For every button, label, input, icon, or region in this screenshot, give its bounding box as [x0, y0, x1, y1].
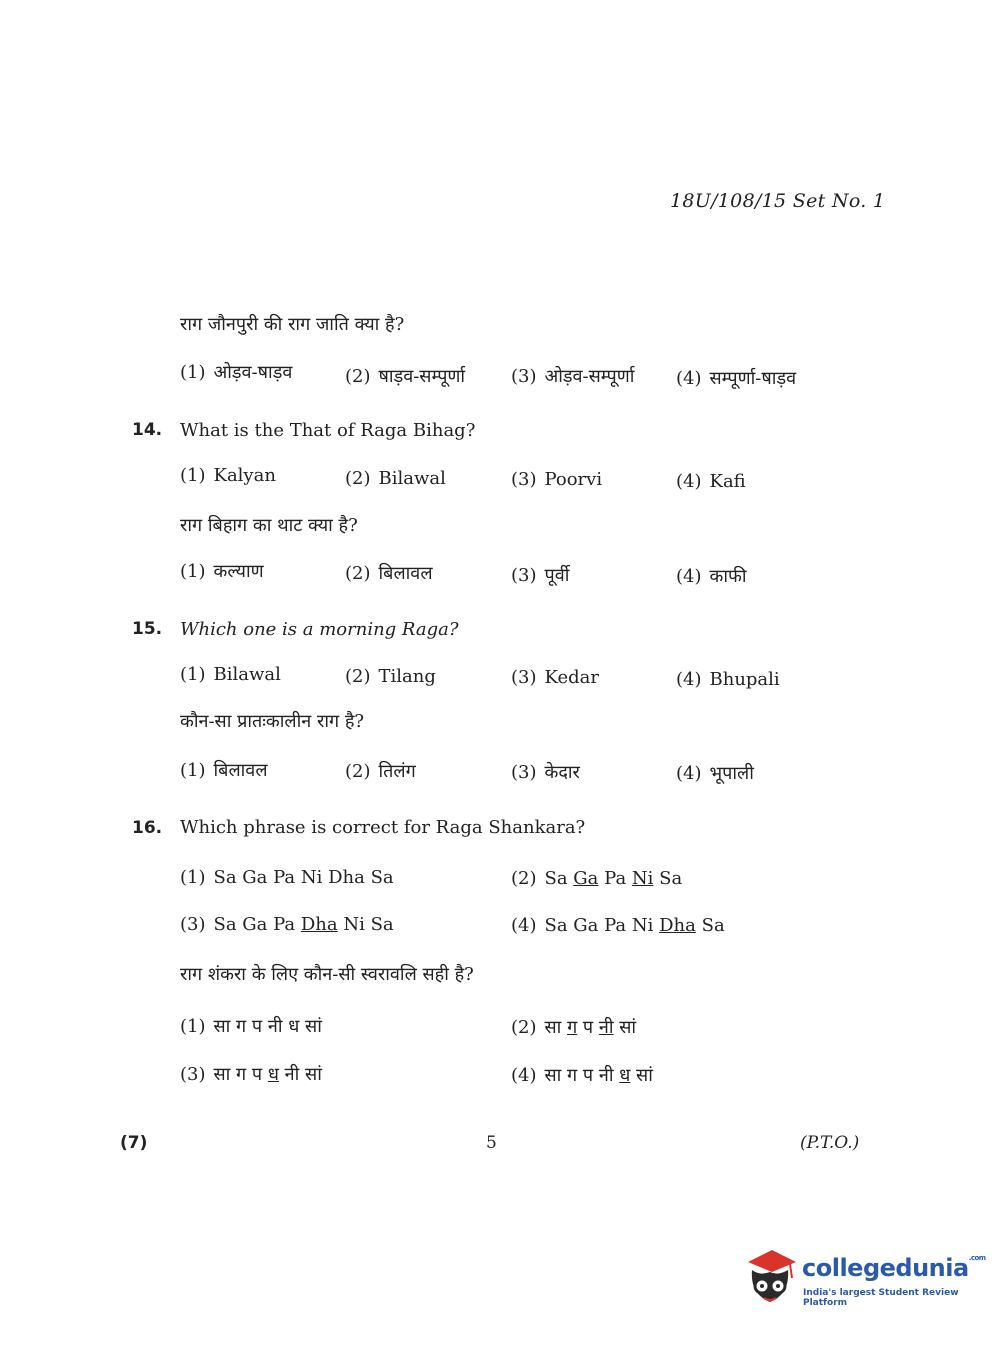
- collegedunia-logo: [742, 1248, 986, 1320]
- q15-option-1: (1) Bilawal: [180, 664, 281, 685]
- q15-question: Which one is a morning Raga?: [180, 619, 459, 640]
- q14-hindi-option-4: (4) काफी: [676, 566, 747, 587]
- q15-option-3: (3) Kedar: [511, 667, 599, 688]
- mascot-icon: [742, 1248, 798, 1310]
- q15-hindi-option-3: (3) केदार: [511, 762, 580, 783]
- q13-hindi-option-3: (3) ओड़व-सम्पूर्णा: [511, 366, 635, 387]
- q14-number: 14.: [132, 420, 163, 440]
- q16-option-3: (3) Sa Ga Pa Dha Ni Sa: [180, 914, 394, 935]
- logo-tagline: India's largest Student Review Platform: [803, 1288, 959, 1308]
- q13-hindi-option-4: (4) सम्पूर्णा-षाड़व: [676, 368, 797, 389]
- q13-hindi-question: राग जौनपुरी की राग जाति क्या है?: [180, 314, 405, 335]
- q16-question: Which phrase is correct for Raga Shankara?: [180, 817, 586, 838]
- q15-hindi-question: कौन-सा प्रातःकालीन राग है?: [180, 711, 365, 732]
- q13-hindi-option-2: (2) षाड़व-सम्पूर्णा: [345, 366, 466, 387]
- q13-hindi-option-1: (1) ओड़व-षाड़व: [180, 362, 293, 383]
- q16-hindi-question: राग शंकरा के लिए कौन-सी स्वरावलि सही है?: [180, 964, 474, 985]
- pto-label: (P.T.O.): [800, 1133, 860, 1153]
- q14-hindi-option-1: (1) कल्याण: [180, 561, 264, 582]
- footer-code: (7): [120, 1133, 148, 1153]
- q14-hindi-question: राग बिहाग का थाट क्या है?: [180, 515, 358, 536]
- q14-option-1: (1) Kalyan: [180, 465, 276, 486]
- q16-option-4: (4) Sa Ga Pa Ni Dha Sa: [511, 915, 725, 936]
- q14-hindi-option-3: (3) पूर्वी: [511, 565, 570, 586]
- q15-number: 15.: [132, 619, 163, 639]
- q16-hindi-option-1: (1) सा ग प नी ध सां: [180, 1016, 322, 1037]
- q15-hindi-option-1: (1) बिलावल: [180, 760, 268, 781]
- q15-option-2: (2) Tilang: [345, 666, 436, 687]
- q15-option-4: (4) Bhupali: [676, 669, 780, 690]
- page-number: 5: [486, 1133, 497, 1153]
- q15-hindi-option-2: (2) तिलंग: [345, 761, 416, 782]
- q14-hindi-option-2: (2) बिलावल: [345, 563, 433, 584]
- q16-option-2: (2) Sa Ga Pa Ni Sa: [511, 868, 683, 889]
- q14-option-3: (3) Poorvi: [511, 469, 603, 490]
- q14-option-4: (4) Kafi: [676, 471, 746, 492]
- logo-wordmark: collegedunia$^{.com}$: [802, 1254, 986, 1282]
- q16-hindi-option-2: (2) सा ग प नी सां: [511, 1017, 637, 1038]
- q14-option-2: (2) Bilawal: [345, 468, 446, 489]
- q16-number: 16.: [132, 818, 163, 838]
- q16-hindi-option-4: (4) सा ग प नी ध सां: [511, 1065, 653, 1086]
- q15-hindi-option-4: (4) भूपाली: [676, 763, 754, 784]
- q16-option-1: (1) Sa Ga Pa Ni Dha Sa: [180, 867, 394, 888]
- q14-question: What is the That of Raga Bihag?: [180, 420, 476, 441]
- set-number: 18U/108/15 Set No. 1: [670, 190, 886, 212]
- q16-hindi-option-3: (3) सा ग प ध नी सां: [180, 1064, 322, 1085]
